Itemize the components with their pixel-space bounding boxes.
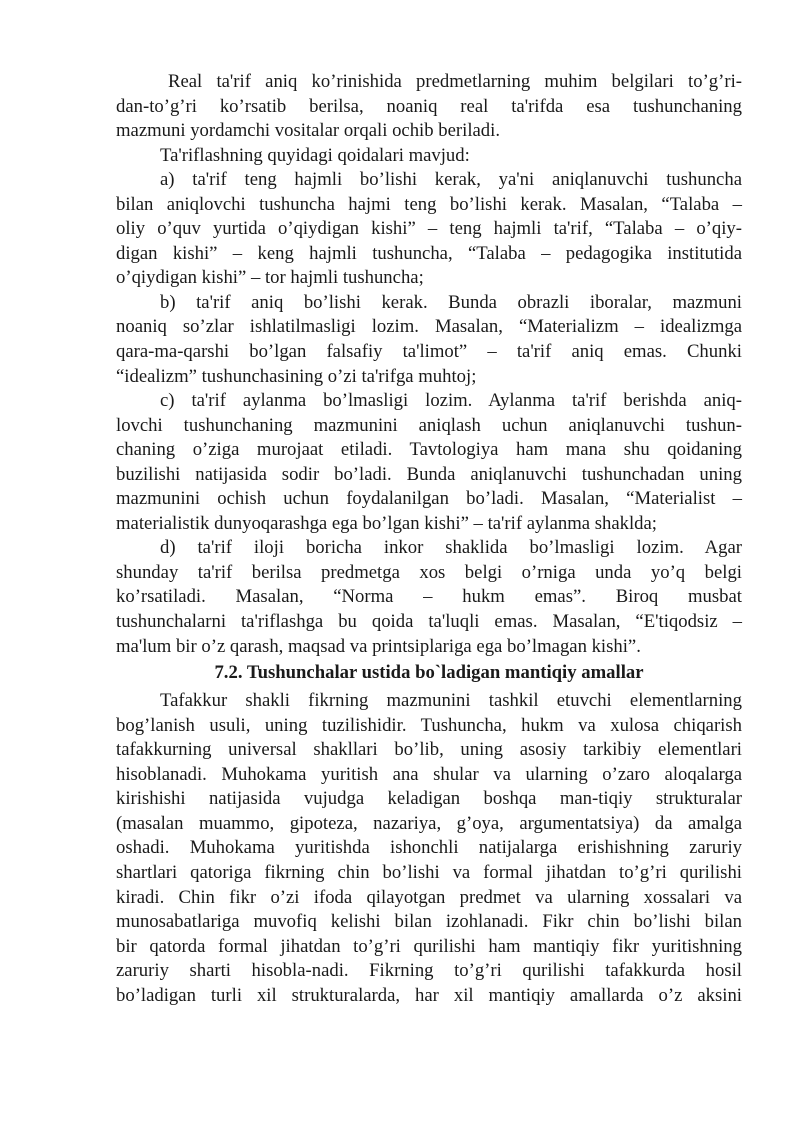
- text-line: oshadi. Muhokama yuritishda ishonchli natijalarga erishishning zaruriy: [116, 837, 742, 859]
- text-line: Tafakkur shakli fikrning mazmunini tashkil etuvchi elementlarning: [160, 690, 742, 712]
- text-line: ma'lum bir o’z qarash, maqsad va printsiplariga ega bo’lmagan kishi”.: [116, 635, 641, 657]
- text-line: Real ta'rif aniq ko’rinishida predmetlarning muhim belgilari to’g’ri-: [168, 71, 742, 92]
- text-line: b) ta'rif aniq bo’lishi kerak. Bunda obrazli iboralar, mazmuni: [160, 291, 742, 313]
- text-line: tushunchalarni ta'riflashga bu qoida ta'luqli emas. Masalan, “E'tiqodsiz –: [116, 611, 742, 633]
- text-line: zaruriy sharti hisobla-nadi. Fikrning to’g’ri qurilishi tafakkurda hosil: [116, 960, 742, 982]
- paragraph-rule-d: [116, 536, 742, 659]
- paragraph-rule-a: [116, 168, 742, 291]
- text-line: c) ta'rif aylanma bo’lmasligi lozim. Aylanma ta'rif berishda aniq-: [160, 390, 742, 412]
- text-line: oliy o’quv yurtida o’qiydigan kishi” – teng hajmli ta'rif, “Talaba – o’qiy-: [116, 218, 742, 240]
- text-line: buzilishi natijasida sodir bo’ladi. Bunda aniqlanuvchi tushunchadan uning: [116, 463, 742, 485]
- text-line: shunday ta'rif berilsa predmetga xos belgi o’rniga unda yo’q belgi: [116, 561, 742, 583]
- text-line: (masalan muammo, gipoteza, nazariya, g’oya, argumentatsiya) da amalga: [116, 812, 742, 834]
- text-line: materialistik dunyoqarashga ega bo’lgan kishi” – ta'rif aylanma shaklda;: [116, 512, 657, 534]
- paragraph-real-definition: [116, 70, 742, 144]
- text-line: tafakkurning universal shakllari bo’lib, uning asosiy tarkibiy elementlari: [116, 739, 742, 761]
- text-line: digan kishi” – keng hajmli tushuncha, “Talaba – pedagogika institutida: [116, 242, 742, 264]
- section-heading: 7.2. Tushunchalar ustida bo`ladigan mantiqiy amallar: [214, 662, 644, 684]
- text-line: kirishishi natijasida vujudga keladigan boshqa man-tiqiy strukturalar: [116, 788, 742, 810]
- paragraph-rule-b: [116, 291, 742, 389]
- text-line: ko’rsatiladi. Masalan, “Norma – hukm emas”. Biroq musbat: [116, 586, 742, 608]
- text-line: o’qiydigan kishi” – tor hajmli tushuncha;: [116, 267, 424, 289]
- text-line: kiradi. Chin fikr o’zi ifoda qilayotgan predmet va ularning xossalari va: [116, 886, 742, 908]
- text-line: mazmuni yordamchi vositalar orqali ochib beriladi.: [116, 120, 501, 142]
- text-line: qara-ma-qarshi bo’lgan falsafiy ta'limot” – ta'rif aniq emas. Chunki: [116, 341, 742, 363]
- text-line: mazmunini ochish uchun foydalanilgan bo’ladi. Masalan, “Materialist –: [116, 488, 742, 510]
- paragraph-thinking-form: [116, 689, 742, 1008]
- text-line: bir qatorda formal jihatdan to’g’ri qurilishi ham mantiqiy fikr yuritishning: [116, 935, 742, 957]
- text-line: d) ta'rif iloji boricha inkor shaklida bo’lmasligi lozim. Agar: [160, 537, 742, 559]
- paragraph-rule-c: [116, 389, 742, 536]
- text-line: bilan aniqlovchi tushuncha hajmi teng bo’lishi kerak. Masalan, “Talaba –: [116, 193, 742, 215]
- text-line: “idealizm” tushunchasining o’zi ta'rifga muhtoj;: [116, 365, 477, 387]
- text-line: dan-to’g’ri ko’rsatib berilsa, noaniq real ta'rifda esa tushunchaning: [116, 95, 742, 117]
- text-line: munosabatlariga muvofiq kelishi bilan izohlanadi. Fikr chin bo’lishi bilan: [116, 911, 742, 933]
- text-line: bo’ladigan turli xil strukturalarda, har xil mantiqiy amallarda o’z aksini: [116, 984, 742, 1006]
- paragraph-rules-intro: [116, 144, 742, 169]
- text-line: chaning o’ziga murojaat etiladi. Tavtologiya ham mana shu qoidaning: [116, 439, 742, 461]
- text-line: shartlari qatoriga fikrning chin bo’lishi va formal jihatdan to’g’ri qurilishi: [116, 861, 742, 883]
- text-line: bog’lanish usuli, uning tuzilishidir. Tushuncha, hukm va xulosa chiqarish: [116, 714, 742, 736]
- document-page: [116, 70, 742, 1008]
- text-line: hisoblanadi. Muhokama yuritish ana shular va ularning o’zaro aloqalarga: [116, 763, 742, 785]
- text-line: noaniq so’zlar ishlatilmasligi lozim. Masalan, “Materializm – idealizmga: [116, 316, 742, 338]
- text-line: lovchi tushunchaning mazmunini aniqlash uchun aniqlanuvchi tushun-: [116, 414, 742, 436]
- text-line: a) ta'rif teng hajmli bo’lishi kerak, ya'ni aniqlanuvchi tushuncha: [160, 169, 742, 191]
- text-line: Ta'riflashning quyidagi qoidalari mavjud:: [160, 144, 470, 166]
